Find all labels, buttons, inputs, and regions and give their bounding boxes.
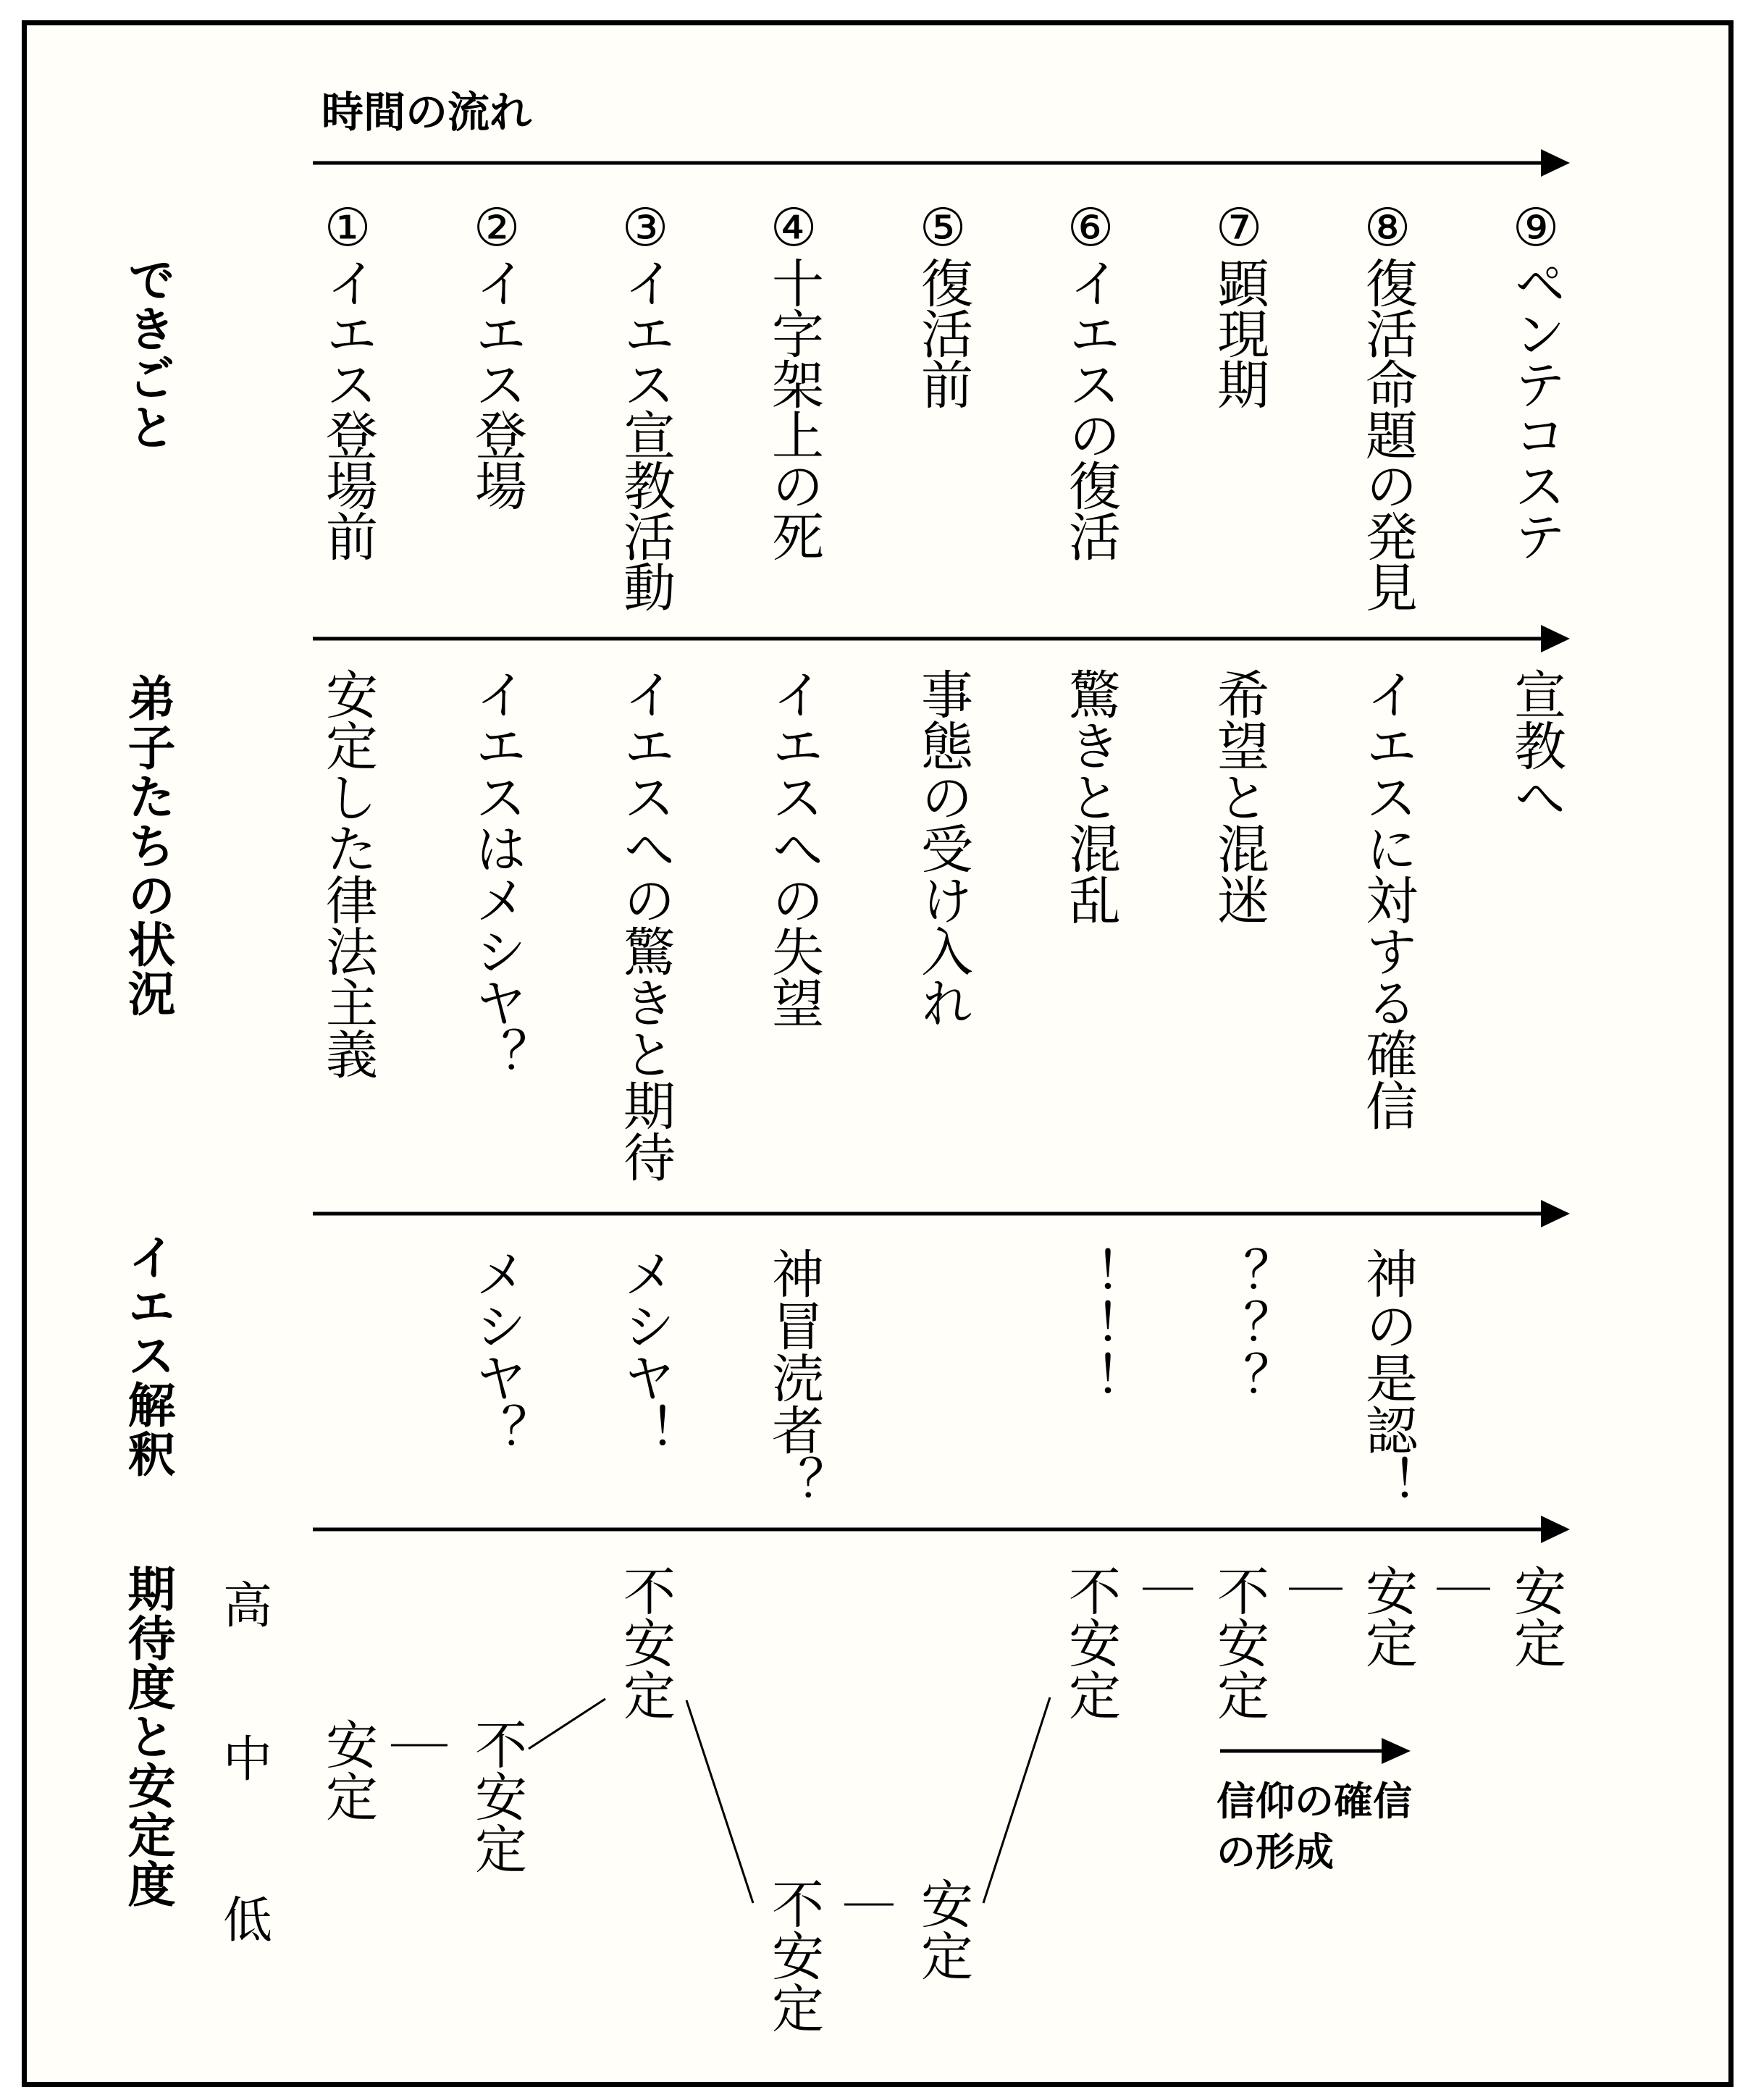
disciples-6: 驚きと混乱 — [1060, 668, 1121, 925]
disciples-9: 宣教へ — [1505, 668, 1566, 822]
event-4: ④十字架上の死 — [763, 197, 824, 560]
timeline-arrowhead-disciples — [1541, 1200, 1570, 1227]
level-low: 低 — [223, 1892, 273, 1949]
stability-5: 安定 — [912, 1877, 973, 1981]
event-9: ⑨ペンテコステ — [1505, 197, 1566, 560]
row-header-interpretation: イエス解釈 — [119, 1232, 175, 1479]
level-mid: 中 — [223, 1731, 273, 1789]
interpretation-3: メシヤ！ — [615, 1247, 676, 1456]
disciples-2: イエスはメシヤ？ — [466, 668, 527, 1079]
row-header-disciples: 弟子たちの状況 — [119, 673, 175, 1018]
note-line-1: 信仰の確信 — [1217, 1778, 1412, 1824]
disciples-7: 希望と混迷 — [1209, 668, 1269, 925]
stability-6: 不安定 — [1060, 1564, 1121, 1721]
connector-2-3 — [529, 1699, 605, 1749]
event-3: ③イエス宣教活動 — [615, 197, 676, 611]
connector-3-4 — [686, 1700, 753, 1903]
event-7: ⑦顕現期 — [1209, 197, 1269, 408]
stability-9: 安定 — [1505, 1564, 1566, 1668]
timeline-arrowhead-interpretation — [1541, 1516, 1570, 1543]
disciples-4: イエスへの失望 — [763, 668, 824, 1028]
stability-4: 不安定 — [763, 1877, 824, 2033]
disciples-3: イエスへの驚きと期待 — [615, 668, 676, 1182]
row-header-events: できごと — [119, 255, 175, 452]
disciples-5: 事態の受け入れ — [912, 668, 973, 1028]
timeline-arrowhead-top — [1541, 149, 1570, 177]
connector-5-6 — [983, 1697, 1050, 1903]
disciples-1: 安定した律法主義 — [317, 668, 378, 1079]
stability-3: 不安定 — [615, 1564, 676, 1721]
interpretation-8: 神の是認！ — [1357, 1247, 1418, 1508]
interpretation-4: 神冒涜者？ — [763, 1247, 824, 1508]
disciples-8: イエスに対する確信 — [1357, 668, 1418, 1130]
interpretation-6: ！！！ — [1060, 1247, 1121, 1403]
event-1: ①イエス登場前 — [317, 197, 378, 560]
event-2: ②イエス登場 — [466, 197, 527, 510]
event-8: ⑧復活命題の発見 — [1357, 197, 1418, 611]
note-arrow — [1220, 1738, 1411, 1764]
stability-2: 不安定 — [466, 1718, 527, 1874]
interpretation-7: ？？？ — [1209, 1247, 1269, 1403]
row-header-expectation: 期待度と安定度 — [119, 1564, 175, 1909]
stability-7: 不安定 — [1209, 1564, 1269, 1721]
stability-1: 安定 — [317, 1718, 378, 1822]
event-6: ⑥イエスの復活 — [1060, 197, 1121, 560]
timeline-arrowhead-events — [1541, 625, 1570, 652]
level-high: 高 — [223, 1578, 273, 1635]
interpretation-2: メシヤ？ — [466, 1247, 527, 1456]
note-line-2: の形成 — [1217, 1829, 1334, 1875]
stability-8: 安定 — [1357, 1564, 1418, 1668]
event-5: ⑤復活前 — [912, 197, 973, 408]
timeline-label: 時間の流れ — [322, 88, 532, 137]
